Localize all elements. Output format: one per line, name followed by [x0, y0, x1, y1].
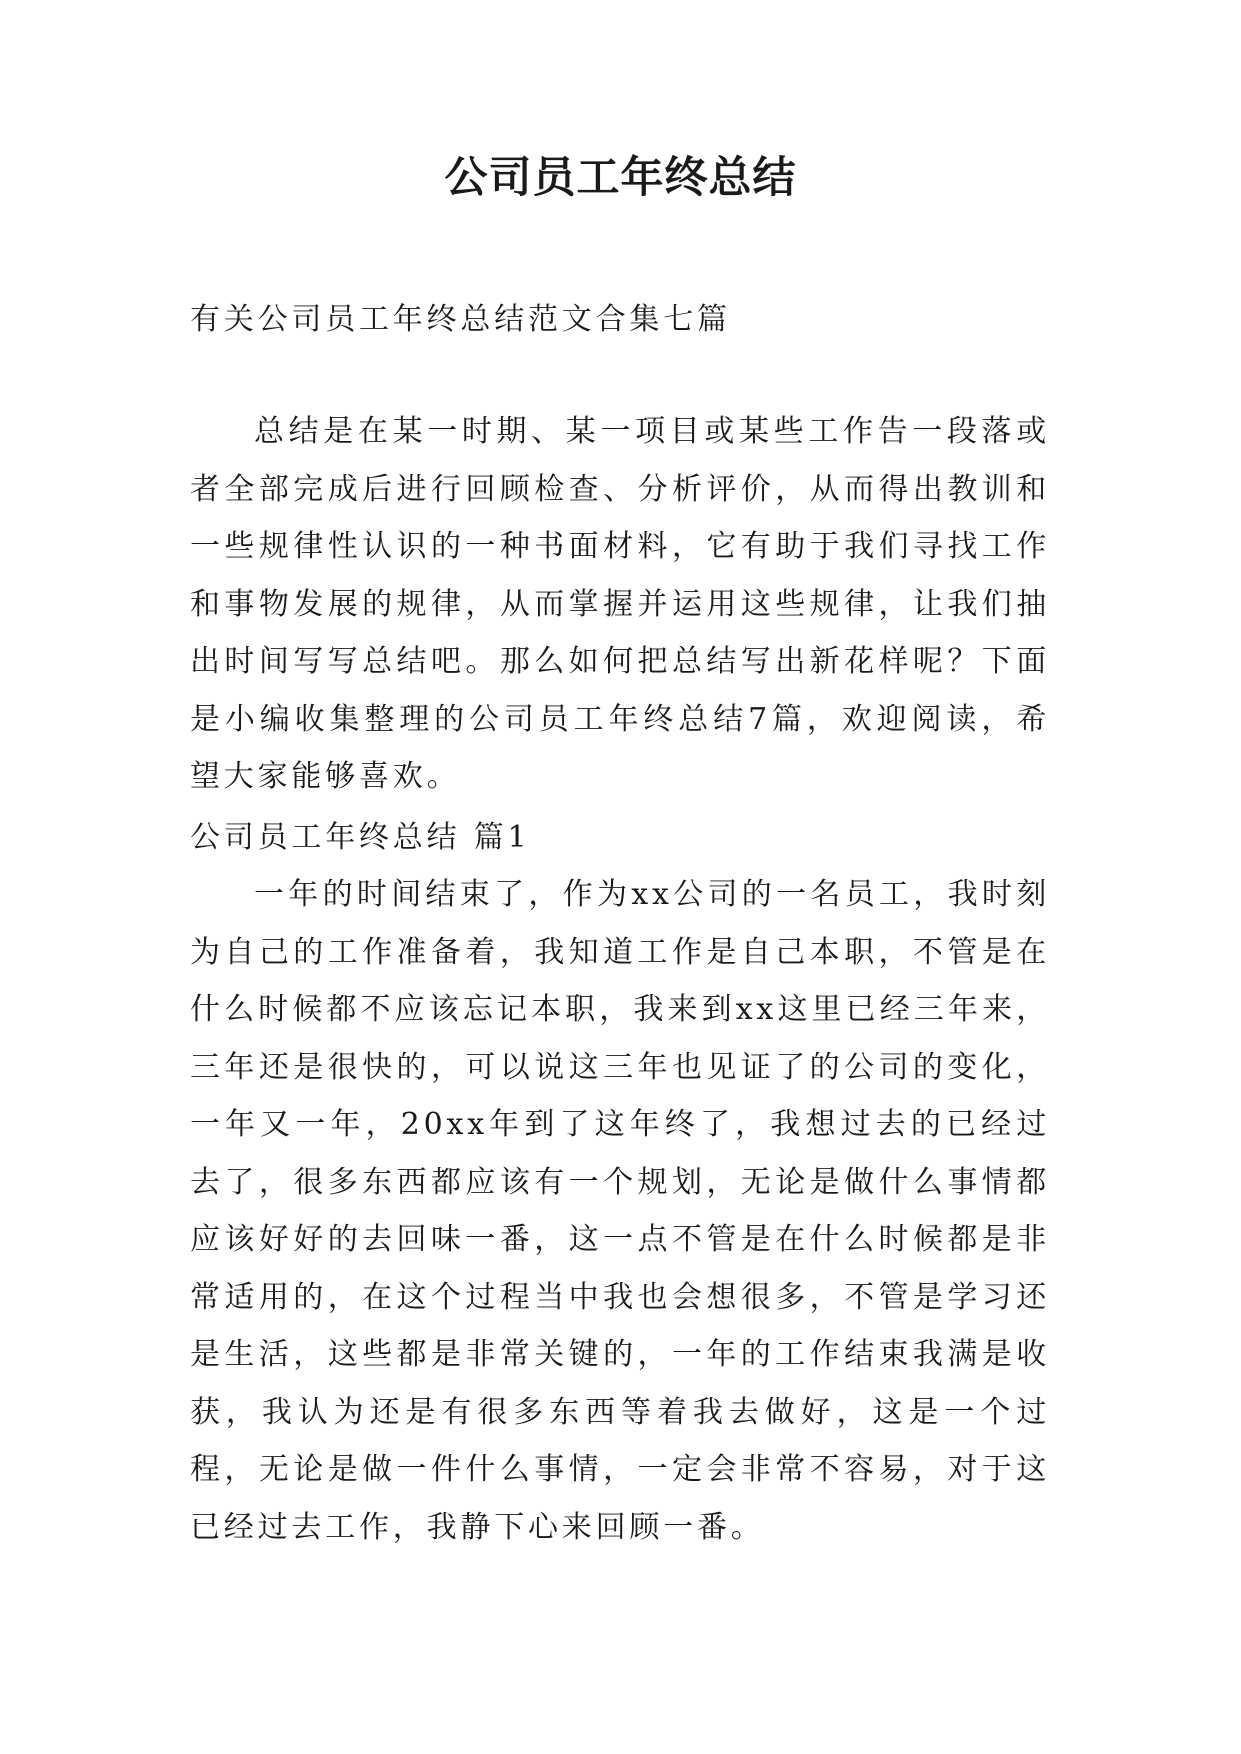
intro-paragraph: 总结是在某一时期、某一项目或某些工作告一段落或者全部完成后进行回顾检查、分析评价，从而得出教训和一些规律性认识的一种书面材料，它有助于我们寻找工作和事物发展的规律，从而掌握并运用这些规律，让我们抽出时间写写总结吧。那么如何把总结写出新花样呢？下面是小编收集整理的公司员工年终总结7篇，欢迎阅读，希望大家能够喜欢。: [190, 414, 1050, 794]
section-paragraph: 一年的时间结束了，作为xx公司的一名员工，我时刻为自己的工作准备着，我知道工作是自己本职，不管是在什么时候都不应该忘记本职，我来到xx这里已经三年来，三年还是很快的，可以说这三年也见证了的公司的变化，一年又一年，20xx年到了这年终了，我想过去的已经过去了，很多东西都应该有一个规划，无论是做什么事情都应该好好的去回味一番，这一点不管是在什么时候都是非常适用的，在这个过程当中我也会想很多，不管是学习还是生活，这些都是非常关键的，一年的工作结束我满是收获，我认为还是有很多东西等着我去做好，这是一个过程，无论是做一件什么事情，一定会非常不容易，对于这已经过去工作，我静下心来回顾一番。: [190, 877, 1050, 1545]
document-subtitle: 有关公司员工年终总结范文合集七篇: [190, 302, 731, 337]
document-title: 公司员工年终总结: [444, 153, 797, 203]
section-heading: 公司员工年终总结 篇1: [190, 820, 531, 855]
